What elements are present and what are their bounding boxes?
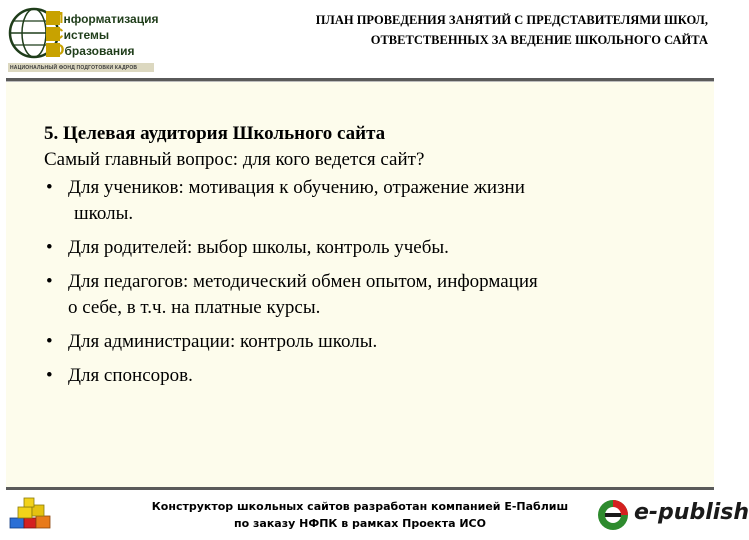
bullet-icon: • — [46, 365, 53, 386]
epublish-e-icon — [596, 498, 632, 532]
list-item-text-continued: школы. — [74, 203, 134, 224]
footer — [0, 490, 749, 540]
list-item-text-continued: о себе, в т.ч. на платные курсы. — [68, 297, 321, 318]
list-item-text: Для педагогов: методический обмен опытом, информация — [68, 271, 538, 292]
logo-rest-2: истемы — [63, 28, 110, 42]
building-blocks-icon — [8, 496, 52, 530]
epublish-brand-text: e-publish — [634, 500, 749, 525]
list-item — [44, 329, 684, 355]
list-item — [44, 269, 684, 321]
page-title — [188, 10, 708, 50]
list-item-text: Для администрации: контроль школы. — [68, 331, 378, 352]
footer-line-1: Конструктор школьных сайтов разработан компанией Е-Паблиш — [151, 500, 569, 513]
list-item-text: Для родителей: выбор школы, контроль учебы. — [68, 237, 449, 258]
list-item-text: Для учеников: мотивация к обучению, отражение жизни — [68, 177, 525, 198]
logo-cap-2: С — [52, 26, 64, 43]
footer-credits — [100, 498, 620, 532]
slide-content — [44, 121, 684, 389]
list-item — [44, 175, 684, 227]
list-item-text: Для спонсоров. — [68, 365, 193, 386]
content-panel — [6, 78, 714, 490]
page-title-line-1: ПЛАН ПРОВЕДЕНИЯ ЗАНЯТИЙ С ПРЕДСТАВИТЕЛЯМИ ШКОЛ, — [315, 13, 708, 27]
logo-rest-1: нформатизация — [63, 12, 159, 26]
logo-caption: НАЦИОНАЛЬНЫЙ ФОНД ПОДГОТОВКИ КАДРОВ — [10, 65, 138, 71]
main-question: Самый главный вопрос: для кого ведется сайт? — [44, 149, 425, 170]
footer-line-2: по заказу НФПК в рамках Проекта ИСО — [234, 517, 486, 530]
logo-cap-1: И — [52, 10, 64, 27]
section-heading: 5. Целевая аудитория Школьного сайта — [44, 123, 386, 144]
logo-rest-3: бразования — [64, 44, 135, 58]
logo-cap-3: О — [52, 42, 65, 59]
page-title-line-2: ОТВЕТСТВЕННЫХ ЗА ВЕДЕНИЕ ШКОЛЬНОГО САЙТА — [370, 33, 708, 47]
bullet-icon: • — [46, 271, 53, 292]
iso-logo — [8, 5, 159, 73]
logo-line-1 — [52, 10, 159, 27]
bullet-icon: • — [46, 237, 53, 258]
logo-line-2 — [52, 27, 156, 43]
bullet-icon: • — [46, 331, 53, 352]
header — [0, 0, 720, 78]
list-item — [44, 235, 684, 261]
logo-line-3 — [52, 43, 156, 59]
bullet-icon: • — [46, 177, 53, 198]
audience-list — [44, 175, 684, 389]
list-item — [44, 363, 684, 389]
epublish-logo — [596, 498, 749, 532]
